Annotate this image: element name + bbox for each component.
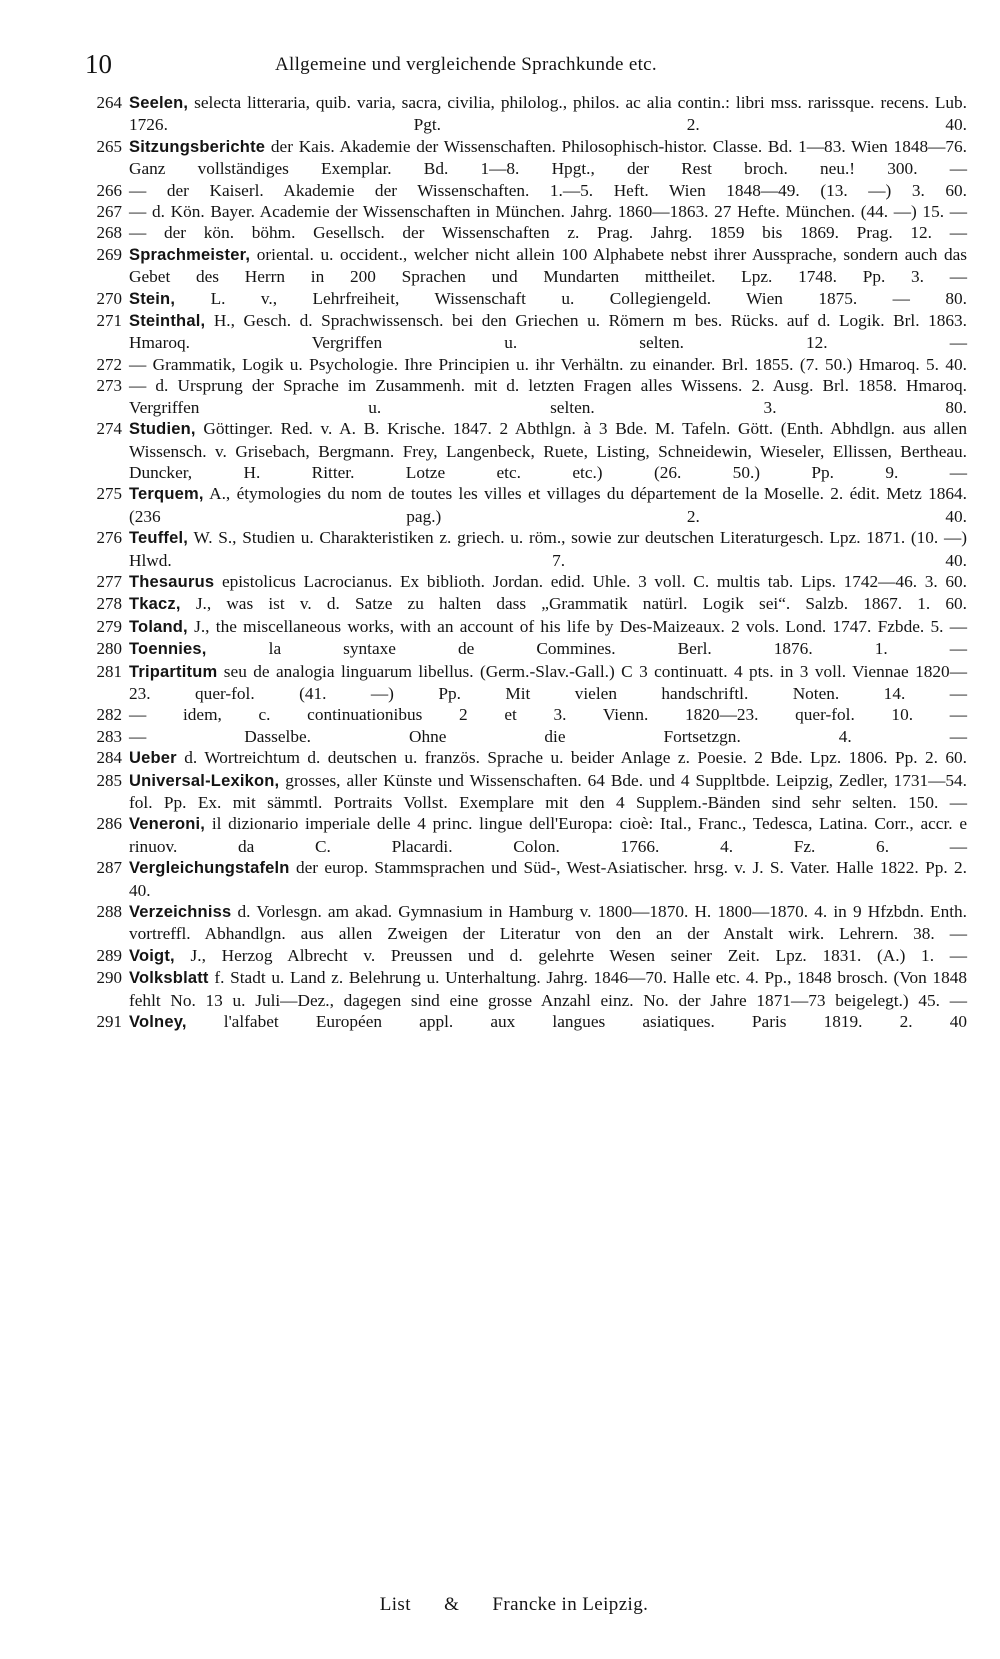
entry-headword: Veneroni,: [129, 815, 206, 834]
catalog-entry: [72, 244, 967, 288]
catalog-entry: [72, 180, 967, 201]
entry-description: — der Kaiserl. Akademie der Wissenschaften. 1.—5. Heft. Wien 1848—49. (13. —) 3. 60.: [129, 180, 967, 200]
entry-text: [129, 571, 967, 593]
entry-number: 286: [96, 814, 122, 834]
entry-text: [129, 770, 967, 814]
catalog-entry: [72, 136, 967, 180]
catalog-entry: [72, 770, 967, 814]
entry-description: A., étymologies du nom de toutes les villes et villages du département de la Moselle. 2. édit. Metz 1864. (236 pag.) 2. 40.: [129, 484, 968, 526]
entry-headword: Tkacz,: [129, 595, 181, 614]
entry-description: W. S., Studien u. Charakteristiken z. griech. u. röm., sowie zur deutschen Literaturgesch. Lpz. 1871. (10. —) Hlwd. 7. 40.: [129, 528, 967, 570]
entry-text: [129, 726, 967, 747]
entry-number: 277: [96, 571, 122, 591]
catalog-entry: [72, 747, 967, 769]
entry-description: der Kais. Akademie der Wissenschaften. Philosophisch-histor. Classe. Bd. 1—83. Wien 1848—76. Ganz vollständiges Exemplar. Bd. 1—8. Hpgt., der Rest broch. neu.! 300. —: [129, 136, 967, 179]
entry-text: [129, 967, 967, 1011]
entry-headword: Volksblatt: [129, 969, 209, 988]
entry-description: la syntaxe de Commines. Berl. 1876. 1. —: [268, 639, 967, 659]
entry-text: [129, 661, 967, 705]
entry-number: 265: [96, 136, 122, 156]
catalog-entry: [72, 661, 967, 705]
entry-number: 269: [96, 244, 122, 264]
catalog-entry: [72, 310, 967, 354]
entry-number: 267: [96, 202, 122, 222]
entry-number: 289: [96, 945, 122, 965]
entry-headword: Teuffel,: [129, 529, 189, 548]
entry-description: Göttinger. Red. v. A. B. Krische. 1847. 2 Abthlgn. à 3 Bde. M. Tafeln. Gött. (Enth. Abhdlgn. aus allen Wissensch. v. Grisebach, Bergmann. Frey, Langenbeck, Ruete, Listing, Schneidewin, Wieseler, Ellissen, Bertheau. Duncker, H. Ritter. Lotze etc. etc.) (26. 50.) Pp. 9. —: [129, 419, 967, 482]
entry-description: l'alfabet Européen appl. aux langues asiatiques. Paris 1819. 2. 40: [223, 1012, 967, 1032]
catalog-entry: [72, 354, 967, 375]
publisher-name-right: Francke in Leipzig.: [492, 1594, 649, 1615]
catalog-entry: [72, 92, 967, 136]
catalog-entry: [72, 967, 967, 1011]
entry-text: [129, 901, 967, 945]
entry-text: [129, 593, 967, 615]
catalog-entry: [72, 483, 967, 527]
entry-description: — idem, c. continuationibus 2 et 3. Vienn. 1820—23. quer-fol. 10. —: [129, 705, 967, 725]
entry-description: il dizionario imperiale delle 4 princ. lingue dell'Europa: cioè: Ital., Franc., Tedesca, Latina. Corr., accr. e rinuov. da C. Placardi. Colon. 1766. 4. Fz. 6. —: [129, 814, 967, 856]
entry-headword: Thesaurus: [129, 572, 215, 591]
entry-number: 268: [96, 223, 122, 243]
entry-text: [129, 747, 967, 769]
entry-text: [129, 1011, 967, 1033]
entry-headword: Tripartitum: [129, 662, 218, 681]
entry-headword: Toennies,: [129, 640, 207, 659]
entry-headword: Vergleichungstafeln: [129, 859, 290, 878]
entry-number: 274: [96, 419, 122, 439]
catalog-entry: [72, 704, 967, 725]
entry-number: 266: [96, 180, 122, 200]
entry-text: [129, 857, 967, 901]
entry-headword: Toland,: [129, 617, 188, 636]
entry-headword: Terquem,: [129, 485, 204, 504]
entry-number: 285: [96, 770, 122, 790]
entry-text: [129, 945, 967, 967]
entry-number: 291: [96, 1012, 122, 1032]
entry-number: 272: [96, 354, 122, 374]
entry-text: [129, 136, 967, 180]
catalog-entry: [72, 726, 967, 747]
entry-text: [129, 483, 967, 527]
entry-description: — Dasselbe. Ohne die Fortsetzgn. 4. —: [129, 726, 967, 746]
entry-headword: Sprachmeister,: [129, 245, 251, 264]
entry-text: [129, 92, 967, 136]
entry-description: J., the miscellaneous works, with an account of his life by Des-Maizeaux. 2 vols. Lond. 1747. Fzbde. 5. —: [194, 616, 967, 636]
entry-description: f. Stadt u. Land z. Belehrung u. Unterhaltung. Jahrg. 1846—70. Halle etc. 4. Pp., 1848 brosch. (Von 1848 fehlt No. 13 u. Juli—Dez., dagegen sind eine grosse Anzahl einz. No. der Jahre 1871—73 beigelegt.) 45. —: [129, 968, 967, 1010]
catalog-entry: [72, 857, 967, 901]
entry-description: H., Gesch. d. Sprachwissensch. bei den Griechen u. Römern m bes. Rücks. auf d. Logik. Brl. 1863. Hmaroq. Vergriffen u. selten. 12. —: [129, 311, 967, 353]
entry-number: 279: [96, 616, 122, 636]
catalog-entries: [72, 92, 967, 1033]
entry-description: grosses, aller Künste und Wissenschaften. 64 Bde. und 4 Suppltbde. Leipzig, Zedler, 1731—54. fol. Pp. Ex. mit sämmtl. Portraits Vollst. Exemplare mit den 4 Supplem.-Bänden sind sehr selten. 150. —: [129, 770, 968, 812]
catalog-entry: [72, 901, 967, 945]
entry-description: — Grammatik, Logik u. Psychologie. Ihre Principien u. ihr Verhältn. zu einander. Brl. 1855. (7. 50.) Hmaroq. 5. 40.: [129, 354, 967, 374]
entry-number: 288: [96, 902, 122, 922]
entry-text: [129, 244, 967, 288]
entry-number: 271: [96, 311, 122, 331]
entry-number: 264: [96, 93, 122, 112]
catalog-entry: [72, 201, 967, 222]
entry-number: 287: [96, 858, 122, 878]
entry-description: oriental. u. occident., welcher nicht allein 100 Alphabete nebst ihrer Aussprache, sondern auch das Gebet des Herrn in 200 Sprachen und Mundarten mittheilet. Lpz. 1748. Pp. 3. —: [129, 244, 968, 287]
entry-number: 275: [96, 484, 122, 504]
catalog-entry: [72, 593, 967, 615]
entry-headword: Volney,: [129, 1013, 187, 1032]
entry-number: 281: [96, 661, 122, 681]
entry-description: epistolicus Lacrocianus. Ex biblioth. Jordan. edid. Uhle. 3 voll. C. multis tab. Lips. 1742—46. 3. 60.: [221, 571, 967, 591]
page-footer: [0, 1594, 1000, 1616]
catalog-entry: [72, 222, 967, 243]
entry-number: 280: [96, 639, 122, 659]
entry-headword: Verzeichniss: [129, 903, 232, 922]
entry-description: — d. Kön. Bayer. Academie der Wissenschaften in München. Jahrg. 1860—1863. 27 Hefte. München. (44. —) 15. —: [129, 202, 967, 222]
entry-text: [129, 180, 967, 201]
entry-number: 282: [96, 705, 122, 725]
entry-text: [129, 201, 967, 222]
running-title: Allgemeine und vergleichende Sprachkunde etc.: [275, 54, 657, 75]
catalog-entry: [72, 945, 967, 967]
entry-headword: Steinthal,: [129, 312, 206, 331]
entry-number: 290: [96, 968, 122, 988]
entry-number: 273: [96, 376, 122, 396]
entry-headword: Ueber: [129, 749, 177, 768]
entry-text: [129, 704, 967, 725]
page-header: [85, 46, 965, 82]
entry-description: d. Wortreichtum d. deutschen u. französ. Sprache u. beider Anlage z. Poesie. 2 Bde. Lpz. 1806. Pp. 2. 60.: [184, 748, 967, 768]
entry-headword: Stein,: [129, 289, 176, 308]
entry-number: 283: [96, 726, 122, 746]
entry-text: [129, 616, 967, 638]
entry-description: J., was ist v. d. Satze zu halten dass „Grammatik natürl. Logik sei“. Salzb. 1867. 1. 60.: [195, 594, 967, 614]
entry-text: [129, 527, 967, 571]
catalog-entry: [72, 375, 967, 418]
entry-number: 276: [96, 528, 122, 548]
entry-headword: Universal-Lexikon,: [129, 771, 280, 790]
catalog-entry: [72, 527, 967, 571]
entry-text: [129, 418, 967, 483]
entry-text: [129, 288, 967, 310]
publisher-ampersand: &: [444, 1594, 460, 1615]
entry-description: — d. Ursprung der Sprache im Zusammenh. mit d. letzten Fragen alles Wissens. 2. Ausg. Brl. 1858. Hmaroq. Vergriffen u. selten. 3. 80.: [129, 376, 967, 417]
catalog-entry: [72, 638, 967, 660]
entry-number: 278: [96, 594, 122, 614]
entry-headword: Sitzungsberichte: [129, 137, 266, 156]
page-number: 10: [85, 49, 112, 79]
catalog-entry: [72, 288, 967, 310]
entry-text: [129, 354, 967, 375]
entry-text: [129, 375, 967, 418]
entry-number: 284: [96, 748, 122, 768]
entry-description: selecta litteraria, quib. varia, sacra, civilia, philolog., philos. ac alia contin.: libri mss. rarissque. recens. Lub. 1726. Pgt. 2. 40.: [129, 93, 967, 135]
entry-description: der europ. Stammsprachen und Süd-, West-Asiatischer. hrsg. v. J. S. Vater. Halle 1822. Pp. 2. 40.: [129, 858, 967, 900]
entry-description: d. Vorlesgn. am akad. Gymnasium in Hamburg v. 1800—1870. H. 1800—1870. 4. in 9 Hfzbdn. Enth. vortreffl. Abhandlgn. aus allen Zweigen der Literatur von den an der Anstalt wirk. Lehrern. 38. —: [129, 902, 967, 944]
catalog-entry: [72, 813, 967, 857]
entry-description: L. v., Lehrfreiheit, Wissenschaft u. Collegiengeld. Wien 1875. — 80.: [210, 288, 967, 308]
publisher-name-left: List: [379, 1594, 411, 1615]
entry-headword: Voigt,: [129, 946, 175, 965]
entry-text: [129, 813, 967, 857]
entry-text: [129, 638, 967, 660]
catalog-entry: [72, 418, 967, 483]
entry-headword: Seelen,: [129, 94, 189, 112]
entry-number: 270: [96, 288, 122, 308]
catalog-entry: [72, 616, 967, 638]
catalog-entry: [72, 571, 967, 593]
entry-description: J., Herzog Albrecht v. Preussen und d. gelehrte Wesen seiner Zeit. Lpz. 1831. (A.) 1. —: [190, 945, 967, 965]
catalog-entry: [72, 1011, 967, 1033]
entry-headword: Studien,: [129, 420, 196, 439]
entry-text: [129, 222, 967, 243]
entry-description: — der kön. böhm. Gesellsch. der Wissenschaften z. Prag. Jahrg. 1859 bis 1869. Prag. 12. —: [129, 223, 967, 243]
entry-description: seu de analogia linguarum libellus. (Germ.-Slav.-Gall.) C 3 continuatt. 4 pts. in 3 voll. Viennae 1820—23. quer-fol. (41. —) Pp. Mit vielen handschriftl. Noten. 14. —: [129, 661, 967, 703]
entry-text: [129, 310, 967, 354]
